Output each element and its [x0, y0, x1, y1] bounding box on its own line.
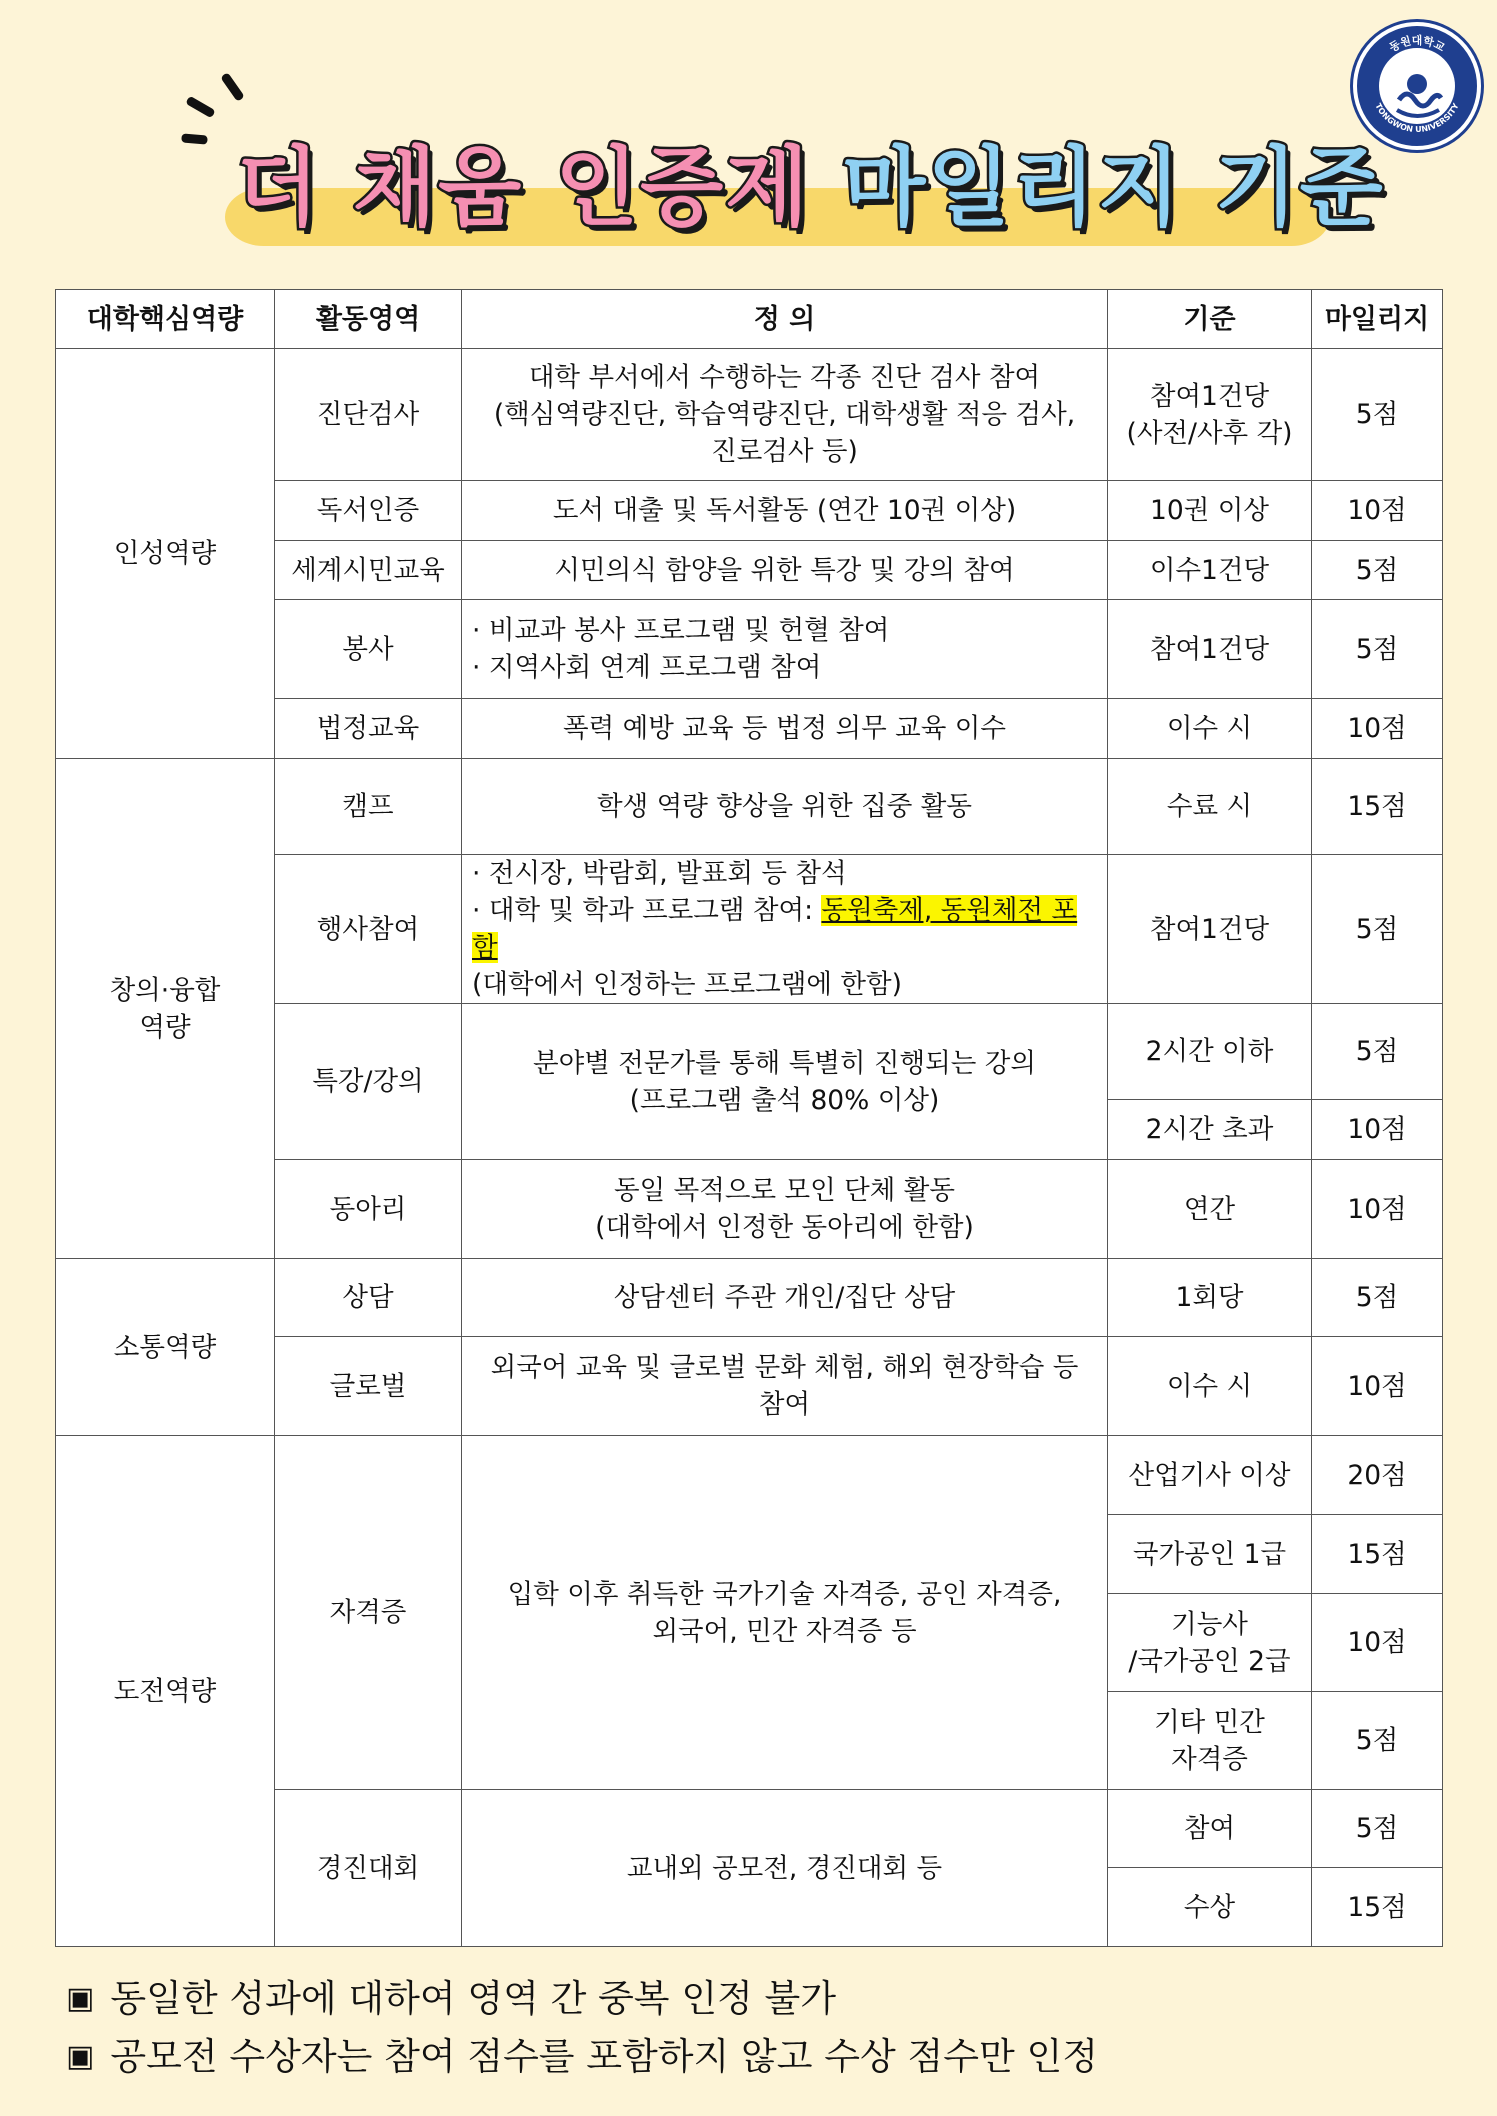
definition-cell — [462, 855, 1108, 1004]
criteria-cell: 수료 시 — [1108, 759, 1312, 855]
notes-section — [66, 1970, 1446, 2086]
category-line: 역량 — [139, 1011, 191, 1043]
title-area — [0, 0, 1497, 270]
definition-line: (프로그램 출석 80% 이상) — [629, 1084, 940, 1116]
points-cell: 10점 — [1312, 1160, 1443, 1259]
column-header: 활동영역 — [275, 290, 462, 349]
mileage-table — [55, 289, 1443, 1947]
criteria-cell: 국가공인 1급 — [1108, 1515, 1312, 1594]
definition-cell: 시민의식 함양을 위한 특강 및 강의 참여 — [462, 541, 1108, 600]
definition-cell — [462, 1160, 1108, 1259]
criteria-line: 자격증 — [1171, 1743, 1248, 1775]
column-header: 기준 — [1108, 290, 1312, 349]
table-row — [56, 759, 1443, 855]
category-cell — [56, 759, 275, 1259]
criteria-cell — [1108, 1692, 1312, 1790]
svg-text:동원대학교 — [1387, 33, 1447, 55]
criteria-cell: 연간 — [1108, 1160, 1312, 1259]
points-cell: 5점 — [1312, 541, 1443, 600]
area-cell: 세계시민교육 — [275, 541, 462, 600]
definition-line: 외국어 교육 및 글로벌 문화 체험, 해외 현장학습 등 — [490, 1352, 1079, 1383]
points-cell: 10점 — [1312, 481, 1443, 541]
definition-line: · 비교과 봉사 프로그램 및 헌혈 참여 — [472, 615, 890, 646]
definition-text: · 대학 및 학과 프로그램 참여: — [472, 895, 822, 926]
criteria-cell: 1회당 — [1108, 1259, 1312, 1337]
criteria-cell: 이수1건당 — [1108, 541, 1312, 600]
definition-line: 입학 이후 취득한 국가기술 자격증, 공인 자격증, — [507, 1578, 1062, 1610]
title-part-blue: 마일리지 기준 — [842, 138, 1385, 238]
criteria-cell: 수상 — [1108, 1868, 1312, 1947]
column-header: 마일리지 — [1312, 290, 1443, 349]
points-cell: 5점 — [1312, 1004, 1443, 1100]
points-cell: 10점 — [1312, 1337, 1443, 1436]
sparkle-mark — [185, 96, 215, 119]
points-cell: 10점 — [1312, 1594, 1443, 1692]
criteria-cell: 이수 시 — [1108, 1337, 1312, 1436]
definition-line: (대학에서 인정한 동아리에 한함) — [595, 1212, 974, 1243]
points-cell: 5점 — [1312, 855, 1443, 1004]
points-cell: 15점 — [1312, 759, 1443, 855]
points-cell: 20점 — [1312, 1436, 1443, 1515]
square-bullet-icon: ▣ — [66, 2039, 95, 2074]
definition-line: (핵심역량진단, 학습역량진단, 대학생활 적응 검사, — [493, 399, 1076, 430]
sparkle-mark — [181, 133, 208, 144]
table-row — [56, 349, 1443, 481]
area-cell: 동아리 — [275, 1160, 462, 1259]
criteria-line: (사전/사후 각) — [1126, 417, 1293, 449]
points-cell: 15점 — [1312, 1868, 1443, 1947]
criteria-cell: 이수 시 — [1108, 699, 1312, 759]
points-cell: 5점 — [1312, 600, 1443, 699]
criteria-cell — [1108, 1594, 1312, 1692]
table-row — [56, 1259, 1443, 1337]
points-cell: 10점 — [1312, 1100, 1443, 1160]
area-cell: 자격증 — [275, 1436, 462, 1790]
definition-line: 분야별 전문가를 통해 특별히 진행되는 강의 — [533, 1047, 1036, 1079]
highlighted-text: 동원축제, 동원체전 포함 — [472, 895, 1078, 963]
area-cell: 캠프 — [275, 759, 462, 855]
criteria-cell: 참여 — [1108, 1790, 1312, 1868]
definition-cell — [462, 349, 1108, 481]
definition-cell: 학생 역량 향상을 위한 집중 활동 — [462, 759, 1108, 855]
criteria-line: 기타 민간 — [1154, 1706, 1265, 1738]
criteria-line: 참여1건당 — [1149, 380, 1270, 412]
points-cell: 5점 — [1312, 1259, 1443, 1337]
definition-line: 참여 — [758, 1389, 811, 1420]
criteria-cell: 참여1건당 — [1108, 600, 1312, 699]
sparkle-mark — [220, 72, 245, 102]
column-header: 대학핵심역량 — [56, 290, 275, 349]
note-item — [66, 1970, 1446, 2028]
criteria-cell: 10권 이상 — [1108, 481, 1312, 541]
definition-line: 외국어, 민간 자격증 등 — [652, 1615, 917, 1647]
area-cell: 법정교육 — [275, 699, 462, 759]
definition-cell — [462, 1337, 1108, 1436]
category-cell: 도전역량 — [56, 1436, 275, 1947]
title-part-pink: 더 채움 인증제 — [236, 138, 811, 238]
points-cell: 10점 — [1312, 699, 1443, 759]
area-cell: 독서인증 — [275, 481, 462, 541]
criteria-cell — [1108, 349, 1312, 481]
definition-line: · 전시장, 박람회, 발표회 등 참석 — [472, 858, 847, 889]
criteria-line: /국가공인 2급 — [1128, 1645, 1291, 1677]
area-cell: 봉사 — [275, 600, 462, 699]
definition-cell — [462, 1436, 1108, 1790]
definition-cell: 상담센터 주관 개인/집단 상담 — [462, 1259, 1108, 1337]
page-title — [236, 118, 1385, 242]
definition-cell: 폭력 예방 교육 등 법정 의무 교육 이수 — [462, 699, 1108, 759]
definition-cell — [462, 1004, 1108, 1160]
definition-line: 대학 부서에서 수행하는 각종 진단 검사 참여 — [528, 362, 1041, 393]
points-cell: 5점 — [1312, 349, 1443, 481]
category-cell: 인성역량 — [56, 349, 275, 759]
logo-text-top: 동원대학교 — [1387, 34, 1447, 55]
definition-cell: 교내외 공모전, 경진대회 등 — [462, 1790, 1108, 1947]
criteria-cell: 참여1건당 — [1108, 855, 1312, 1004]
definition-line: (대학에서 인정하는 프로그램에 한함) — [472, 969, 902, 1000]
definition-cell — [462, 600, 1108, 699]
area-cell: 행사참여 — [275, 855, 462, 1004]
definition-cell: 도서 대출 및 독서활동 (연간 10권 이상) — [462, 481, 1108, 541]
note-item — [66, 2028, 1446, 2086]
definition-line: 동일 목적으로 모인 단체 활동 — [614, 1175, 955, 1206]
note-text: 공모전 수상자는 참여 점수를 포함하지 않고 수상 점수만 인정 — [110, 2035, 1098, 2078]
square-bullet-icon: ▣ — [66, 1981, 95, 2016]
logo-text-bottom: TONGWON UNIVERSITY — [1373, 101, 1461, 135]
table-row — [56, 1436, 1443, 1515]
column-header: 정 의 — [462, 290, 1108, 349]
area-cell: 상담 — [275, 1259, 462, 1337]
area-cell: 진단검사 — [275, 349, 462, 481]
criteria-cell: 2시간 이하 — [1108, 1004, 1312, 1100]
category-line: 창의·융합 — [109, 974, 221, 1006]
area-cell: 글로벌 — [275, 1337, 462, 1436]
definition-line — [472, 892, 1097, 966]
definition-line: 진로검사 등) — [711, 436, 858, 467]
definition-line: · 지역사회 연계 프로그램 참여 — [472, 652, 822, 683]
points-cell: 5점 — [1312, 1692, 1443, 1790]
table-header-row — [56, 290, 1443, 349]
university-logo — [1353, 22, 1481, 150]
category-cell: 소통역량 — [56, 1259, 275, 1436]
points-cell: 15점 — [1312, 1515, 1443, 1594]
note-text: 동일한 성과에 대하여 영역 간 중복 인정 불가 — [110, 1977, 837, 2020]
points-cell: 5점 — [1312, 1790, 1443, 1868]
criteria-cell: 2시간 초과 — [1108, 1100, 1312, 1160]
criteria-cell: 산업기사 이상 — [1108, 1436, 1312, 1515]
criteria-line: 기능사 — [1171, 1608, 1248, 1640]
area-cell: 특강/강의 — [275, 1004, 462, 1160]
area-cell: 경진대회 — [275, 1790, 462, 1947]
